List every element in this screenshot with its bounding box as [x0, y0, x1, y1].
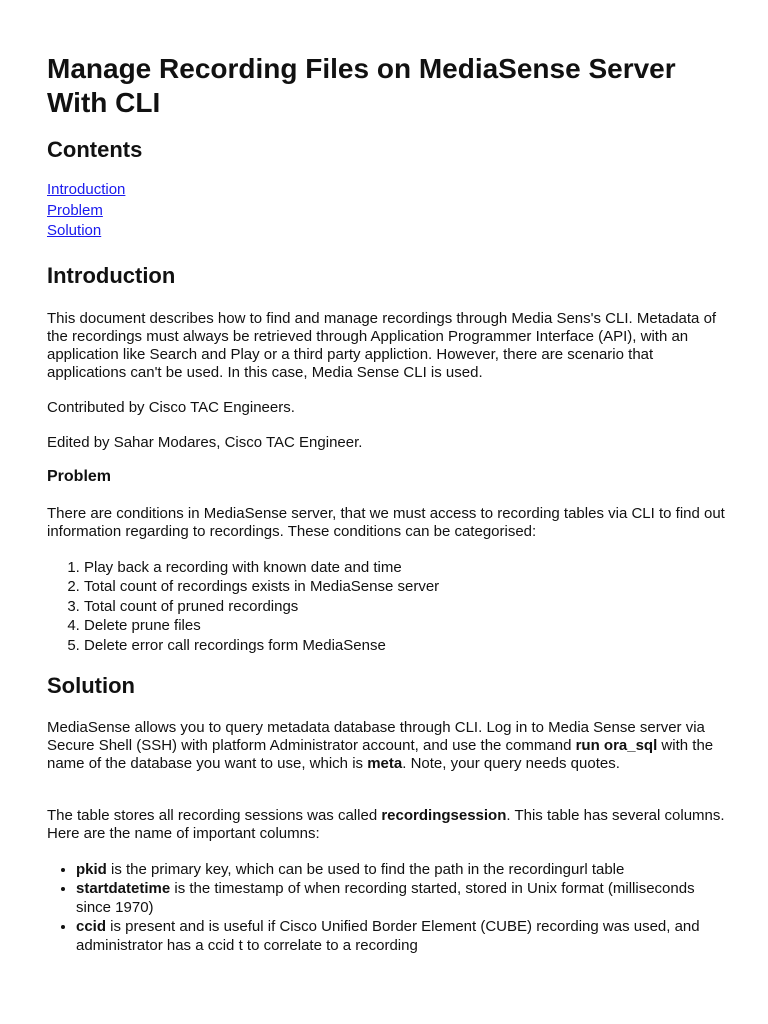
problem-list — [47, 558, 728, 656]
solution-heading: Solution — [47, 673, 135, 698]
list-item — [76, 917, 728, 955]
column-description: is present and is useful if Cisco Unified Border Element (CUBE) recording was used, and administrator has a ccid t to correlate to a recording — [76, 918, 700, 954]
solution-text: . This table has several columns. Here are the name of important columns: — [47, 807, 725, 842]
solution-text: MediaSense allows you to query metadata database through CLI. Log in to Media Sense server via Secure Shell (SSH) with platform Administrator account, and use the command — [47, 719, 705, 754]
solution-text: . Note, your query needs quotes. — [402, 755, 620, 772]
table-name: recordingsession — [381, 807, 507, 824]
column-description: is the timestamp of when recording started, stored in Unix format (milliseconds since 1970) — [76, 880, 695, 916]
column-name: ccid — [76, 918, 107, 935]
columns-list — [47, 860, 728, 955]
problem-paragraph: There are conditions in MediaSense server, that we must access to recording tables via CLI to find out information regarding to recordings. These conditions can be categorised: — [47, 504, 725, 540]
toc-link-problem[interactable]: Problem — [47, 201, 103, 219]
list-item: 3. Total count of pruned recordings — [84, 597, 728, 617]
column-name: pkid — [76, 861, 107, 878]
column-description: is the primary key, which can be used to find the path in the recordingurl table — [106, 861, 625, 878]
toc-link-solution[interactable]: Solution — [47, 222, 102, 239]
toc-link-introduction[interactable]: Introduction — [47, 181, 126, 198]
list-item: 1. Play back a recording with known date and time — [84, 558, 728, 578]
contributed-text: Contributed by Cisco TAC Engineers. — [47, 398, 295, 416]
problem-heading: Problem — [47, 467, 112, 485]
solution-paragraph-1 — [47, 719, 728, 773]
contents-heading: Contents — [47, 137, 143, 162]
solution-paragraph-2 — [47, 807, 728, 843]
list-item: 2. Total count of recordings exists in MediaSense server — [84, 577, 728, 597]
list-item — [76, 860, 728, 879]
database-name: meta — [367, 755, 403, 772]
solution-text: The table stores all recording sessions was called — [47, 807, 382, 824]
solution-text: with the name of the database you want to use, which is — [47, 737, 714, 772]
column-name: startdatetime — [76, 880, 171, 897]
page-title: Manage Recording Files on MediaSense Server With CLI — [47, 53, 676, 118]
table-of-contents — [47, 180, 728, 242]
list-item — [76, 879, 728, 917]
command-text: run ora_sql — [575, 737, 658, 754]
list-item: 4. Delete prune files — [84, 616, 728, 636]
list-item: 5. Delete error call recordings form MediaSense — [84, 636, 728, 656]
introduction-paragraph: This document describes how to find and manage recordings through Media Sens's CLI. Metadata of the recordings must always be retrieved through Application Programmer Interface (API), with an application like Search and Play or a third party appliction. However, there are scenario that applications can't be used. In this case, Media Sense CLI is used. — [47, 309, 717, 381]
edited-text: Edited by Sahar Modares, Cisco TAC Engineer. — [47, 433, 363, 451]
introduction-heading: Introduction — [47, 262, 176, 288]
